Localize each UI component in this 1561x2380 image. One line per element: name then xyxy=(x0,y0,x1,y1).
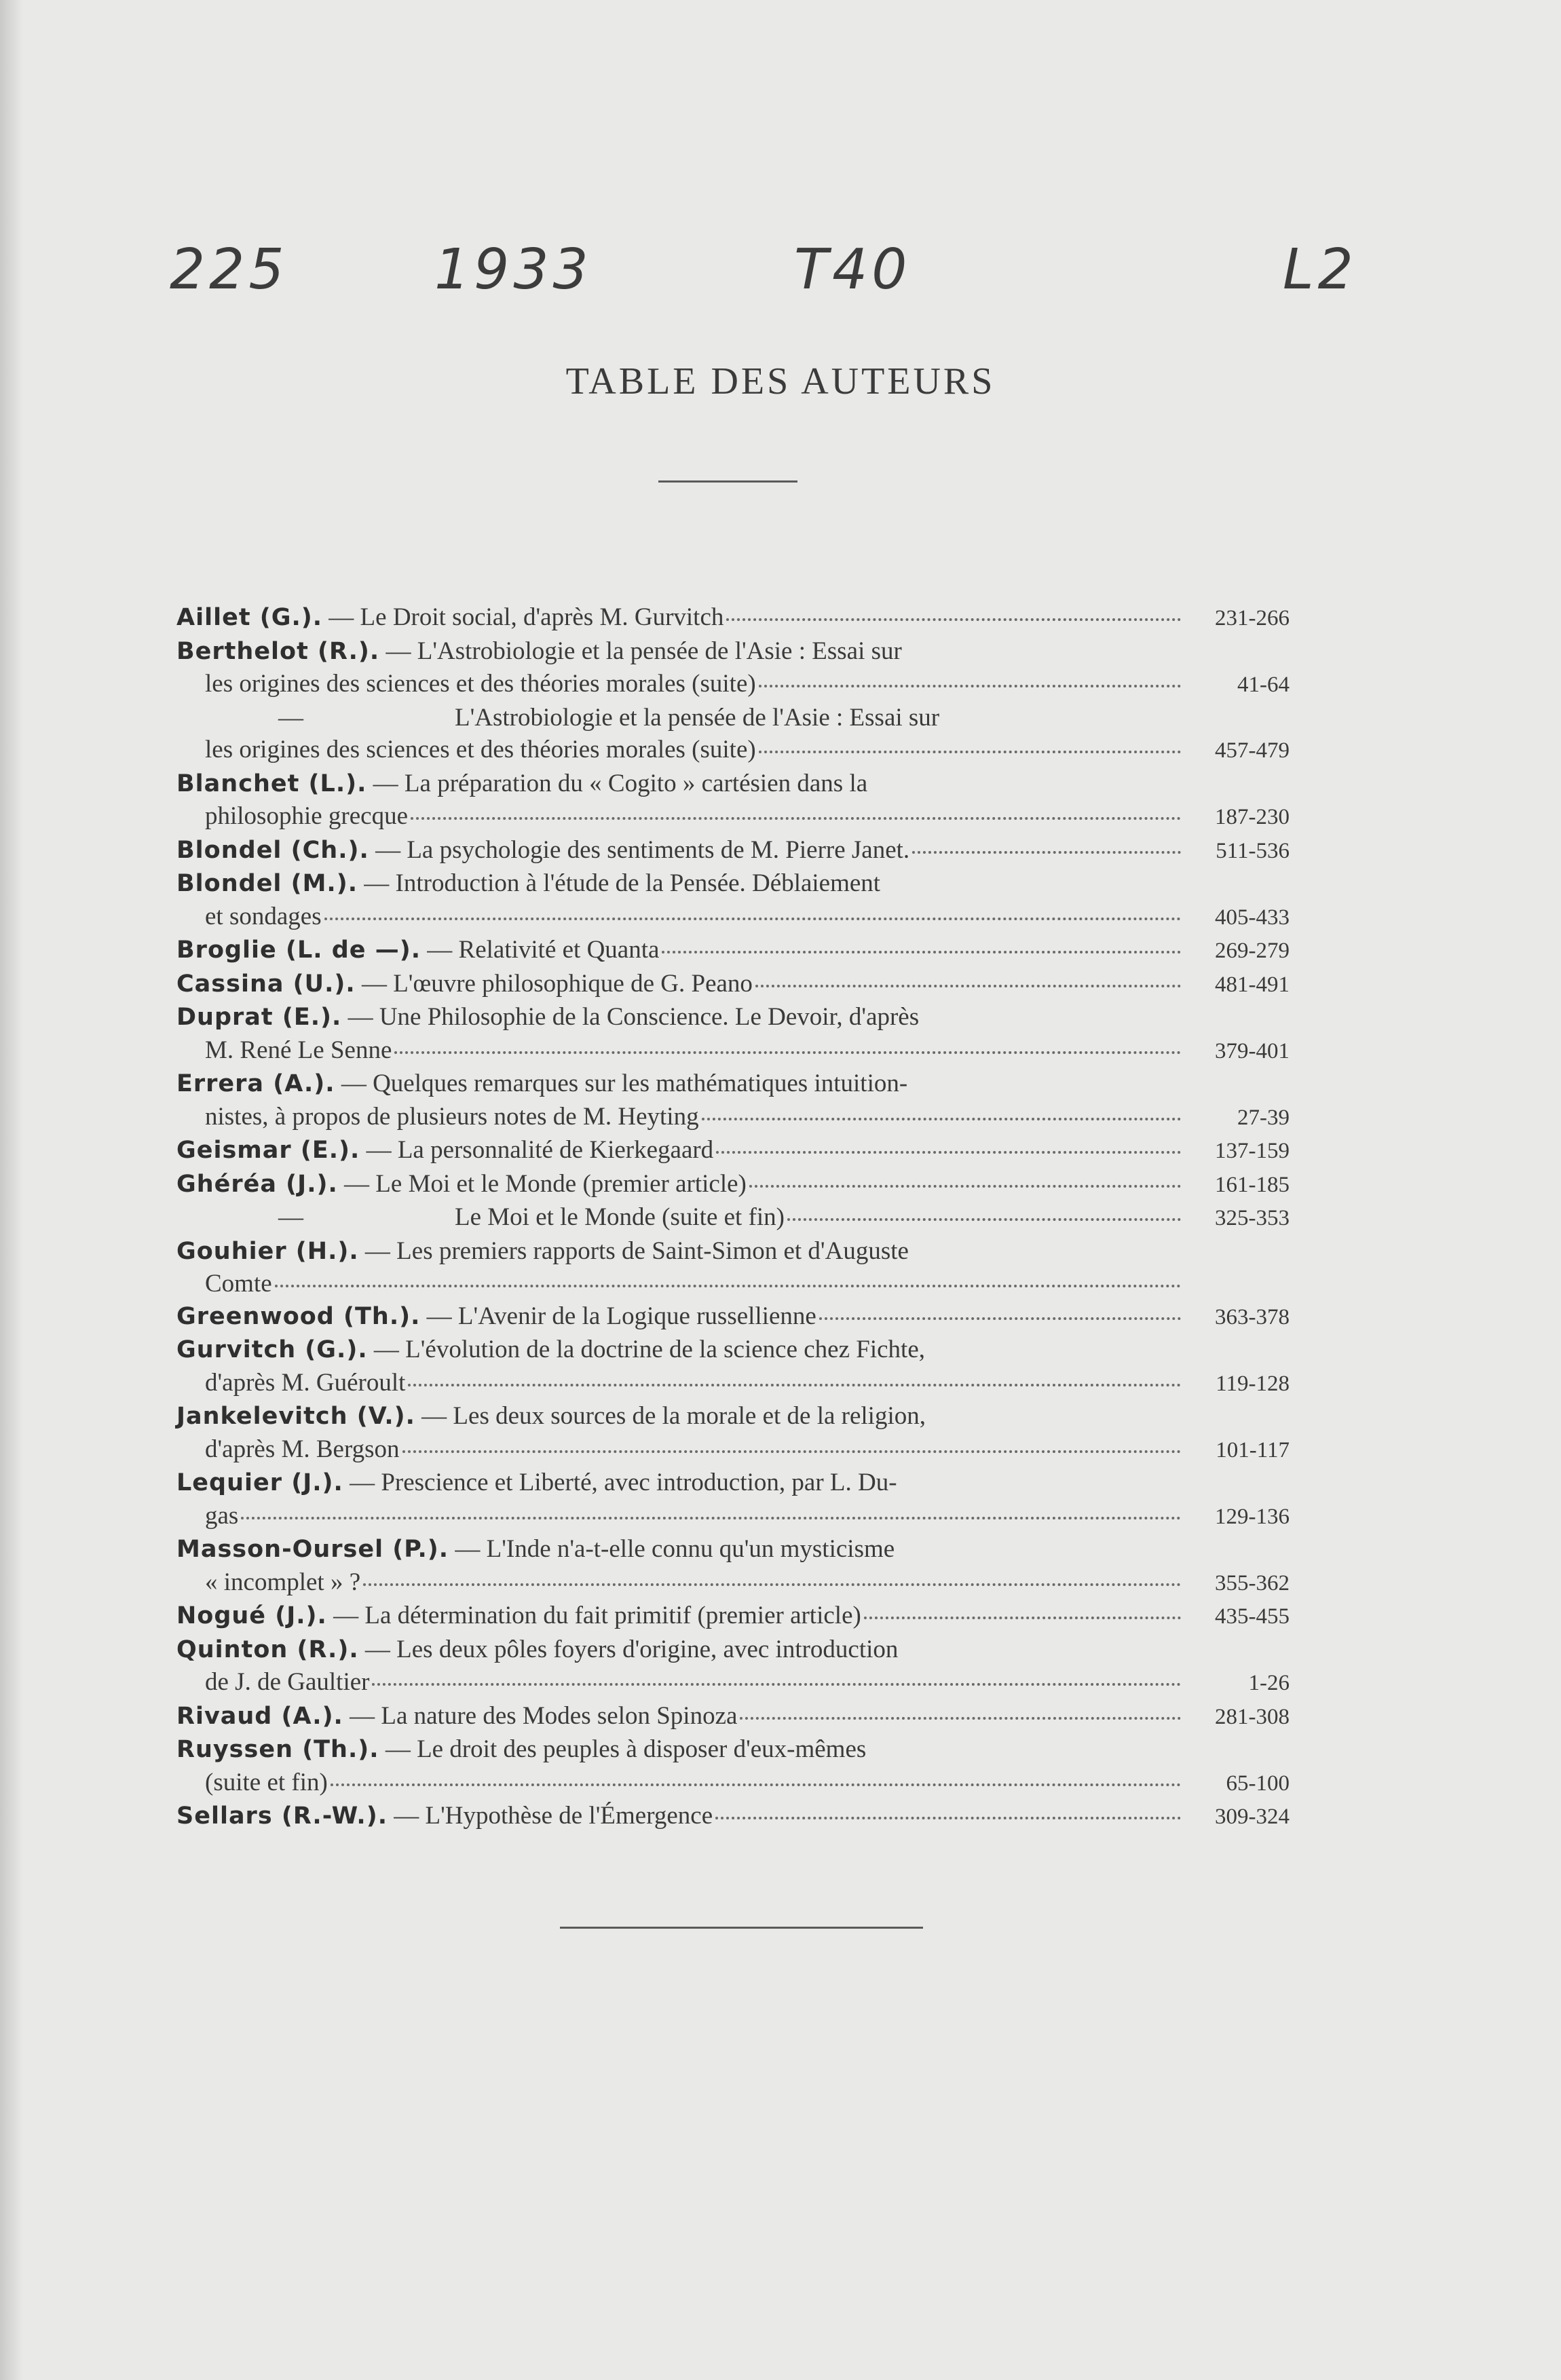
index-entry xyxy=(176,1533,1290,1600)
entry-continuation-line xyxy=(176,668,1290,702)
article-title-continued: nistes, à propos de plusieurs notes de M. Heyting xyxy=(205,1102,699,1131)
article-title-continued: philosophie grecque xyxy=(205,802,408,830)
article-title: — L'Astrobiologie et la pensée de l'Asie : Essai sur xyxy=(385,637,902,665)
page-range: 457-479 xyxy=(1215,738,1290,763)
page-range: 481-491 xyxy=(1215,972,1290,997)
article-title-continued: et sondages xyxy=(205,902,322,930)
article-title: — La nature des Modes selon Spinoza xyxy=(350,1701,738,1730)
handwritten-note-year: 1933 xyxy=(434,238,593,302)
entry-first-line xyxy=(176,635,1290,668)
author-name: Blanchet (L.). xyxy=(176,770,367,797)
entry-first-line xyxy=(176,1201,1290,1235)
entry-continuation-line xyxy=(176,1034,1290,1068)
index-entry xyxy=(176,768,1290,834)
index-entry xyxy=(176,867,1290,934)
article-title-continued: M. René Le Senne xyxy=(205,1036,392,1064)
entry-first-line xyxy=(176,968,1290,1002)
index-entry xyxy=(176,1001,1290,1068)
entry-continuation-line xyxy=(176,734,1290,768)
entry-continuation-line xyxy=(176,1433,1290,1467)
article-title: L'Astrobiologie et la pensée de l'Asie : Essai sur xyxy=(455,703,940,732)
page-range: 363-378 xyxy=(1215,1304,1290,1329)
author-name: Gurvitch (G.). xyxy=(176,1336,368,1363)
page-title: TABLE DES AUTEURS xyxy=(565,360,996,402)
author-name: Gouhier (H.). xyxy=(176,1237,359,1265)
entry-first-line xyxy=(176,768,1290,801)
dot-leader xyxy=(394,1031,1181,1054)
author-name: Sellars (R.-W.). xyxy=(176,1802,388,1830)
index-entry xyxy=(176,1068,1290,1134)
dot-leader xyxy=(726,598,1181,621)
index-entry xyxy=(176,1700,1290,1734)
author-name: Errera (A.). xyxy=(176,1070,335,1097)
author-name: Blondel (M.). xyxy=(176,870,358,897)
dot-leader xyxy=(241,1496,1181,1519)
index-entry xyxy=(176,1633,1290,1700)
dot-leader xyxy=(787,1198,1181,1221)
page-range: 511-536 xyxy=(1216,838,1290,863)
page-range: 129-136 xyxy=(1215,1504,1290,1529)
dot-leader xyxy=(408,1363,1181,1386)
article-title: — Les deux pôles foyers d'origine, avec introduction xyxy=(364,1635,899,1663)
article-title-continued: gas xyxy=(205,1501,239,1530)
author-name: Geismar (E.). xyxy=(176,1137,360,1164)
entry-first-line xyxy=(176,1235,1290,1268)
footer-rule xyxy=(560,1927,923,1929)
page-range: 65-100 xyxy=(1226,1771,1290,1796)
author-name: Masson-Oursel (P.). xyxy=(176,1536,449,1563)
index-entry xyxy=(176,1467,1290,1533)
dot-leader xyxy=(740,1697,1181,1720)
index-entry xyxy=(176,1400,1290,1467)
entry-first-line xyxy=(176,1633,1290,1667)
index-entry xyxy=(176,1168,1290,1202)
entry-continuation-line xyxy=(176,1268,1290,1300)
dot-leader xyxy=(749,1165,1181,1188)
page-range: 137-159 xyxy=(1215,1139,1290,1163)
entry-first-line xyxy=(176,1134,1290,1168)
dot-leader xyxy=(324,897,1181,920)
page-range: 355-362 xyxy=(1215,1570,1290,1595)
page-range: 435-455 xyxy=(1215,1604,1290,1629)
scan-edge xyxy=(0,0,23,2380)
article-title: Le Moi et le Monde (suite et fin) xyxy=(455,1203,785,1231)
page-range: 269-279 xyxy=(1215,939,1290,963)
index-entry xyxy=(176,1201,1290,1235)
article-title-continued: (suite et fin) xyxy=(205,1768,328,1796)
article-title-continued: « incomplet » ? xyxy=(205,1568,361,1596)
dot-leader xyxy=(864,1596,1181,1619)
index-entry xyxy=(176,934,1290,968)
page-range: 281-308 xyxy=(1215,1704,1290,1729)
page-range: 1-26 xyxy=(1248,1671,1290,1695)
article-title-continued: d'après M. Guéroult xyxy=(205,1368,406,1397)
author-name: Nogué (J.). xyxy=(176,1602,327,1629)
entry-first-line xyxy=(176,834,1290,868)
page-range: 405-433 xyxy=(1215,905,1290,930)
author-name: Cassina (U.). xyxy=(176,970,356,998)
article-title: — L'Avenir de la Logique russellienne xyxy=(426,1302,816,1330)
article-title-continued: de J. de Gaultier xyxy=(205,1668,370,1696)
entry-first-line xyxy=(176,1334,1290,1367)
dot-leader xyxy=(331,1763,1181,1786)
ditto-dash: — xyxy=(278,1203,303,1231)
article-title: — La psychologie des sentiments de M. Pierre Janet. xyxy=(375,835,910,864)
article-title: — L'Inde n'a-t-elle connu qu'un mysticisme xyxy=(455,1535,895,1563)
dot-leader xyxy=(715,1796,1181,1819)
author-name: Quinton (R.). xyxy=(176,1636,359,1663)
entry-continuation-line xyxy=(176,901,1290,934)
article-title: — La personnalité de Kierkegaard xyxy=(366,1136,714,1164)
page-range: 161-185 xyxy=(1215,1172,1290,1197)
article-title: — Prescience et Liberté, avec introduction, par L. Du- xyxy=(350,1469,897,1496)
entry-first-line xyxy=(176,934,1290,968)
dot-leader xyxy=(759,664,1181,687)
author-name: Rivaud (A.). xyxy=(176,1702,343,1730)
page-range: 41-64 xyxy=(1237,673,1290,697)
article-title: — Les premiers rapports de Saint-Simon et d'Auguste xyxy=(364,1236,909,1265)
article-title: — Les deux sources de la morale et de la religion, xyxy=(421,1402,926,1430)
entry-first-line xyxy=(176,1168,1290,1202)
index-entry xyxy=(176,702,1290,768)
entry-first-line xyxy=(176,1300,1290,1334)
dot-leader xyxy=(411,797,1181,820)
author-name: Lequier (J.). xyxy=(176,1469,343,1496)
entry-first-line xyxy=(176,867,1290,901)
article-title-continued: les origines des sciences et des théories morales (suite) xyxy=(205,736,756,763)
index-entry xyxy=(176,968,1290,1002)
entry-first-line xyxy=(176,1600,1290,1633)
author-name: Ghéréa (J.). xyxy=(176,1170,338,1198)
author-name: Berthelot (R.). xyxy=(176,637,380,665)
index-entry xyxy=(176,1300,1290,1334)
index-entry xyxy=(176,1334,1290,1400)
index-entry xyxy=(176,1235,1290,1300)
index-entry xyxy=(176,1134,1290,1168)
dot-leader xyxy=(755,964,1181,987)
page-range: 325-353 xyxy=(1215,1206,1290,1230)
dot-leader xyxy=(819,1297,1181,1320)
page-range: 101-117 xyxy=(1216,1437,1290,1462)
entry-continuation-line xyxy=(176,1767,1290,1800)
handwritten-note-225: 225 xyxy=(170,238,288,302)
article-title: — Une Philosophie de la Conscience. Le Devoir, d'après xyxy=(347,1003,920,1031)
dot-leader xyxy=(759,730,1181,753)
title-rule xyxy=(658,480,797,483)
handwritten-note-l2: L2 xyxy=(1283,238,1357,302)
dot-leader xyxy=(275,1264,1181,1287)
author-name: Ruyssen (Th.). xyxy=(176,1736,379,1763)
page-range: 231-266 xyxy=(1215,606,1290,630)
entry-first-line xyxy=(176,1400,1290,1433)
article-title: — Le droit des peuples à disposer d'eux-mêmes xyxy=(385,1735,867,1763)
article-title: — L'œuvre philosophique de G. Peano xyxy=(361,969,753,998)
article-title: — Relativité et Quanta xyxy=(427,936,660,964)
dot-leader xyxy=(372,1663,1181,1686)
dot-leader xyxy=(402,1430,1181,1453)
handwritten-note-volume: T40 xyxy=(794,238,911,302)
author-index xyxy=(176,601,1290,1834)
article-title: — Quelques remarques sur les mathématiques intuition- xyxy=(341,1070,908,1097)
index-entry xyxy=(176,635,1290,702)
page-range: 119-128 xyxy=(1216,1371,1290,1396)
ditto-dash: — xyxy=(278,703,303,732)
article-title: — La préparation du « Cogito » cartésien dans la xyxy=(373,769,868,797)
page-range: 309-324 xyxy=(1215,1805,1290,1829)
author-name: Jankelevitch (V.). xyxy=(176,1403,415,1430)
author-name: Greenwood (Th.). xyxy=(176,1302,421,1330)
entry-continuation-line xyxy=(176,1101,1290,1135)
index-entry xyxy=(176,1800,1290,1834)
page-range: 27-39 xyxy=(1237,1105,1290,1130)
page-range: 187-230 xyxy=(1215,805,1290,829)
article-title: — Le Moi et le Monde (premier article) xyxy=(344,1169,747,1198)
index-entry xyxy=(176,1600,1290,1633)
article-title: — Le Droit social, d'après M. Gurvitch xyxy=(328,603,724,631)
entry-first-line xyxy=(176,1800,1290,1834)
entry-first-line xyxy=(176,601,1290,635)
article-title: — L'évolution de la doctrine de la science chez Fichte, xyxy=(373,1336,925,1363)
article-title-continued: d'après M. Bergson xyxy=(205,1435,400,1463)
entry-continuation-line xyxy=(176,1367,1290,1401)
entry-first-line xyxy=(176,1700,1290,1734)
entry-first-line xyxy=(176,1001,1290,1034)
author-name: Broglie (L. de —). xyxy=(176,937,421,964)
index-entry xyxy=(176,834,1290,868)
article-title-continued: les origines des sciences et des théories morales (suite) xyxy=(205,670,756,698)
entry-continuation-line xyxy=(176,1666,1290,1700)
author-name: Duprat (E.). xyxy=(176,1004,342,1031)
entry-first-line xyxy=(176,702,1290,734)
dot-leader xyxy=(912,831,1181,854)
entry-continuation-line xyxy=(176,1500,1290,1534)
dot-leader xyxy=(363,1563,1181,1586)
article-title: — L'Hypothèse de l'Émergence xyxy=(394,1802,713,1830)
entry-continuation-line xyxy=(176,1566,1290,1600)
entry-first-line xyxy=(176,1733,1290,1767)
entry-first-line xyxy=(176,1467,1290,1500)
article-title-continued: Comte xyxy=(205,1270,272,1298)
entry-continuation-line xyxy=(176,800,1290,834)
author-name: Blondel (Ch.). xyxy=(176,836,369,864)
entry-first-line xyxy=(176,1068,1290,1101)
dot-leader xyxy=(662,930,1181,953)
author-name: Aillet (G.). xyxy=(176,604,323,631)
entry-first-line xyxy=(176,1533,1290,1566)
article-title: — Introduction à l'étude de la Pensée. Déblaiement xyxy=(364,869,881,897)
dot-leader xyxy=(702,1097,1181,1120)
dot-leader xyxy=(716,1131,1181,1154)
page-range: 379-401 xyxy=(1215,1038,1290,1063)
index-entry xyxy=(176,601,1290,635)
index-entry xyxy=(176,1733,1290,1800)
article-title: — La détermination du fait primitif (premier article) xyxy=(333,1602,861,1629)
